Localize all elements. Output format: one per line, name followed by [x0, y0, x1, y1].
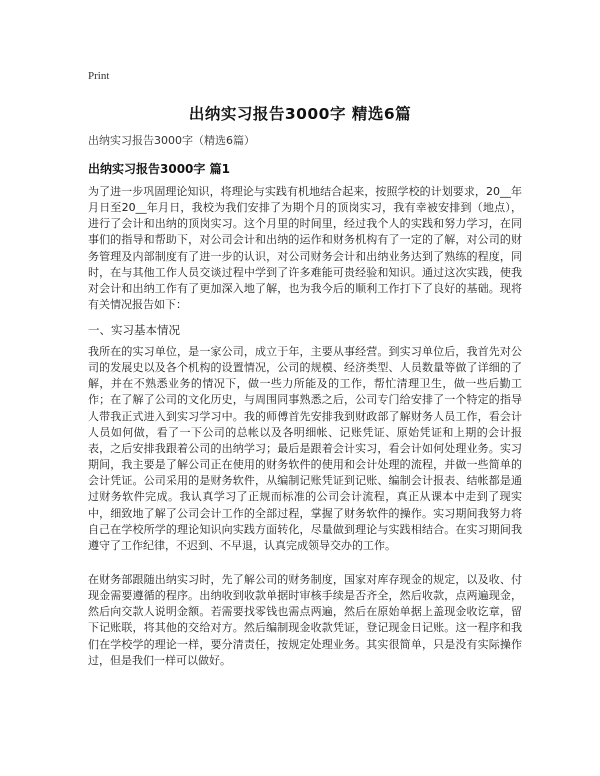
body-paragraph: 我所在的实习单位，是一家公司，成立于年，主要从事经营。到实习单位后，我首先对公司的发展史以及各个机构的设置情况，公司的规模、经济类型、人员数量等做了详细的了解，并在不熟悉业务的情况下，做一些力所能及的工作，帮忙清理卫生，做一些后勤工作；在了解了公司的文化历史，与周围同事熟悉之后，公司专门给安排了一个特定的指导人带我正式进入到实习学习中。我的师傅首先安排我到财政部了解财务人员工作，看会计人员如何做，看了一下公司的总帐以及各明细帐、记账凭证、原始凭证和上期的会计报表，之后安排我跟着公司的出纳学习；最后是跟着会计实习，看会计如何处理业务。实习期间，我主要是了解公司正在使用的财务软件的使用和会计处理的流程，并做一些简单的会计凭证。公司采用的是财务软件，从编制记账凭证到记账、编制会计报表、结帐都是通过财务软件完成。我认真学习了正规而标准的公司会计流程，真正从课本中走到了现实中，细致地了解了公司会计工作的全部过程，掌握了财务软件的操作。实习期间我努力将自己在学校所学的理论知识向实践方面转化，尽量做到理论与实践相结合。在实习期间我遵守了工作纪律，不迟到、不早退，认真完成领导交办的工作。 [88, 345, 522, 552]
article-heading: 出纳实习报告3000字 篇1 [88, 162, 230, 176]
intro-paragraph: 为了进一步巩固理论知识，将理论与实践有机地结合起来，按照学校的计划要求，20__年月日至20__年月日，我校为我们安排了为期个月的顶岗实习，我有幸被安排到（地点），进行了会计和出纳的顶岗实习。这个月里的时间里，经过我个人的实践和努力学习，在同事们的指导和帮助下，对公司会计和出纳的运作和财务机构有了一定的了解，对公司的财务管理及内部制度有了进一步的认识，对公司财务会计和出纳业务达到了熟练的程度，同时，在与其他工作人员交谈过程中学到了许多难能可贵经验和知识。通过这次实践，使我对会计和出纳工作有了更加深入地了解，也为我今后的顺利工作打下了良好的基础。现将有关情况报告如下： [88, 185, 522, 312]
section-heading: 一、实习基本情况 [88, 323, 180, 337]
body-paragraph: 在财务部跟随出纳实习时，先了解公司的财务制度，国家对库存现金的规定，以及收、付现金需要遵循的程序。出纳收到收款单据时审核手续是否齐全，然后收款，点两遍现金，然后向交款人说明金额。若需要找零钱也需点两遍，然后在原始单据上盖现金收讫章，留下记账联，将其他的交给对方。然后编制现金收款凭证，登记现金日记账。这一程序和我们在学校学的理论一样，要分清责任，按规定处理业务。其实很简单，只是没有实际操作过，但是我们一样可以做好。 [88, 573, 522, 667]
document-subtitle: 出纳实习报告3000字（精选6篇） [88, 134, 255, 147]
print-label: Print [88, 70, 110, 82]
document-title: 出纳实习报告3000字 精选6篇 [188, 105, 412, 123]
